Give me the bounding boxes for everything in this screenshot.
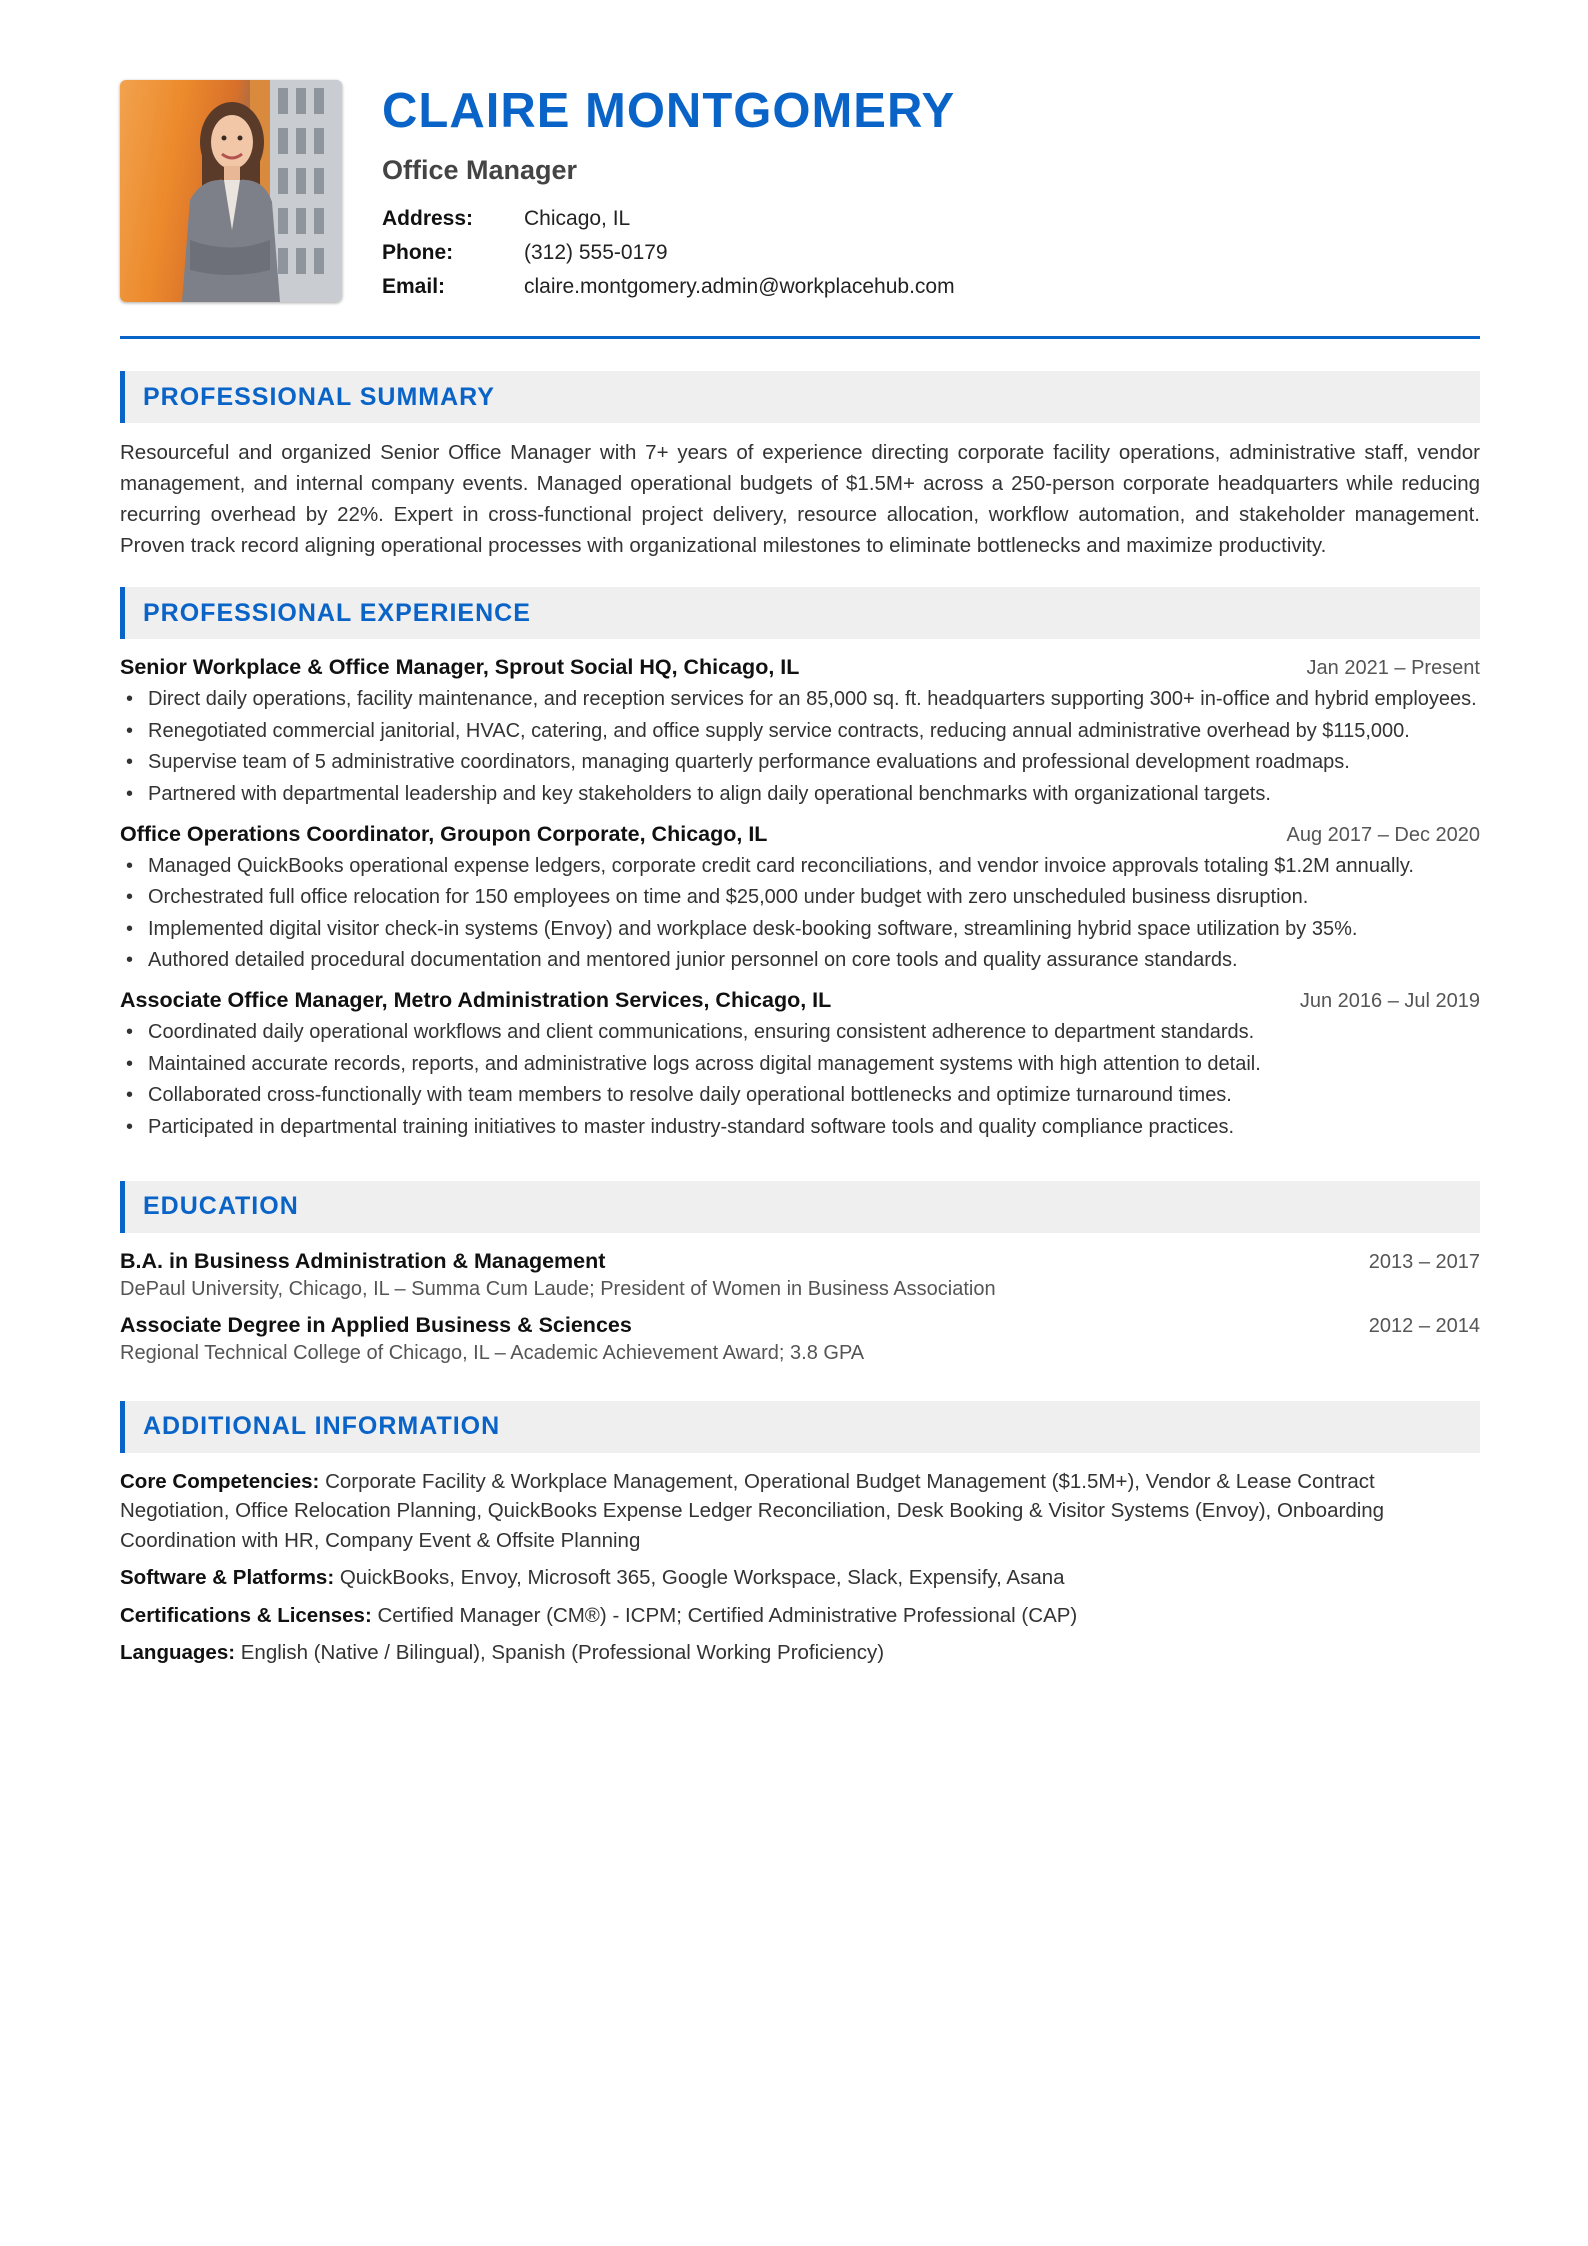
education-dates: 2012 – 2014 (1368, 1314, 1480, 1337)
contact-email (382, 270, 955, 304)
education-details: Regional Technical College of Chicago, IL – Academic Achievement Award; 3.8 GPA (120, 1341, 865, 1364)
additional-value: QuickBooks, Envoy, Microsoft 365, Google Workspace, Slack, Expensify, Asana (339, 1566, 1065, 1589)
job-bullet: • Orchestrated full office relocation for 150 employees on time and $25,000 under budget with zero unscheduled business disruption. (120, 884, 1480, 911)
education-section (120, 1181, 1480, 1365)
education-entry (120, 1249, 1480, 1301)
header-divider (120, 336, 1480, 339)
section-header (120, 1401, 1480, 1453)
contact-label: Address: (382, 206, 474, 230)
experience-section (120, 587, 1480, 1141)
job-bullet: • Partnered with departmental leadership and key stakeholders to align daily operational benchmarks with organizational targets. (120, 781, 1480, 808)
candidate-role: Office Manager (382, 154, 578, 185)
education-dates: 2013 – 2017 (1368, 1250, 1480, 1273)
contact-label: Email: (382, 274, 446, 298)
contact-phone (382, 236, 955, 270)
contact-list (382, 202, 955, 304)
job-bullet: • Direct daily operations, facility maintenance, and reception services for an 85,000 sq. ft. headquarters supporting 300+ in-office and hybrid employees. (120, 686, 1480, 713)
job-bullet: • Implemented digital visitor check-in systems (Envoy) and workplace desk-booking software, streamlining hybrid space utilization by 35%. (120, 916, 1480, 943)
additional-row (120, 1563, 1480, 1593)
candidate-name: CLAIRE MONTGOMERY (382, 84, 956, 138)
job-bullets (120, 853, 1480, 975)
job-bullet: • Collaborated cross-functionally with team members to resolve daily operational bottlenecks and optimize turnaround times. (120, 1082, 1480, 1109)
additional-row (120, 1601, 1480, 1631)
job-dates: Jan 2021 – Present (1306, 657, 1480, 679)
additional-label: Languages: (120, 1641, 236, 1664)
job-entry (120, 655, 1480, 808)
additional-row (120, 1467, 1480, 1556)
job-bullet: • Coordinated daily operational workflows and client communications, ensuring consistent adherence to department standards. (120, 1019, 1480, 1046)
additional-value: Corporate Facility & Workplace Management, Operational Budget Management ($1.5M+), Vendor & Lease Contract Negotiation, Office Relocation Planning, QuickBooks Expense Ledger Reconciliation, Desk Booking & Visitor Systems (Envoy), Onboarding Coordination with HR, Company Event & Offsite Planning (120, 1469, 1385, 1552)
job-bullet: • Supervise team of 5 administrative coordinators, managing quarterly performance evaluations and professional development roadmaps. (120, 749, 1480, 776)
profile-photo-illustration (120, 80, 342, 302)
degree-title: B.A. in Business Administration & Management (120, 1248, 606, 1273)
job-title: Office Operations Coordinator, Groupon Corporate, Chicago, IL (120, 821, 768, 846)
resume-header (120, 80, 1480, 302)
job-title: Senior Workplace & Office Manager, Sprout Social HQ, Chicago, IL (120, 655, 800, 679)
additional-value: English (Native / Bilingual), Spanish (Professional Working Proficiency) (240, 1641, 885, 1664)
education-details: DePaul University, Chicago, IL – Summa Cum Laude; President of Women in Business Association (120, 1277, 996, 1300)
job-dates: Jun 2016 – Jul 2019 (1299, 990, 1480, 1012)
job-bullet: • Authored detailed procedural documentation and mentored junior personnel on core tools and quality assurance standards. (120, 947, 1480, 974)
degree-title: Associate Degree in Applied Business & Sciences (120, 1312, 632, 1337)
additional-label: Core Competencies: (120, 1469, 320, 1493)
job-dates: Aug 2017 – Dec 2020 (1286, 823, 1480, 846)
contact-value: (312) 555-0179 (524, 240, 668, 264)
contact-value: Chicago, IL (524, 206, 631, 230)
job-entry (120, 988, 1480, 1141)
job-bullets (120, 686, 1480, 808)
additional-section (120, 1401, 1480, 1668)
job-header (120, 655, 1480, 680)
job-bullet: • Renegotiated commercial janitorial, HVAC, catering, and office supply service contracts, reducing annual administrative overhead by $115,000. (120, 718, 1480, 745)
contact-value[interactable]: claire.montgomery.admin@workplacehub.com (524, 274, 955, 298)
section-header (120, 1181, 1480, 1233)
education-header (120, 1249, 1480, 1274)
job-bullets (120, 1019, 1480, 1141)
additional-label: Software & Platforms: (120, 1566, 335, 1589)
job-header (120, 988, 1480, 1013)
job-header (120, 822, 1480, 847)
section-header (120, 587, 1480, 639)
education-entry (120, 1313, 1480, 1365)
additional-label: Certifications & Licenses: (120, 1603, 372, 1627)
job-bullet: • Participated in departmental training initiatives to master industry-standard software tools and quality compliance practices. (120, 1114, 1480, 1141)
section-title: EDUCATION (143, 1192, 299, 1220)
contact-address (382, 202, 955, 236)
job-entry (120, 822, 1480, 975)
additional-row (120, 1638, 1480, 1668)
additional-list (120, 1467, 1480, 1668)
education-list (120, 1249, 1480, 1365)
header-info (382, 80, 955, 304)
section-title: PROFESSIONAL SUMMARY (143, 382, 495, 411)
section-title: ADDITIONAL INFORMATION (143, 1412, 501, 1440)
section-header (120, 371, 1480, 423)
section-title: PROFESSIONAL EXPERIENCE (143, 598, 531, 627)
additional-value: Certified Manager (CM®) - ICPM; Certified Administrative Professional (CAP) (377, 1603, 1078, 1627)
profile-photo (120, 80, 342, 302)
job-bullet: • Maintained accurate records, reports, and administrative logs across digital management systems with high attention to detail. (120, 1051, 1480, 1078)
education-header (120, 1313, 1480, 1338)
summary-section (120, 371, 1480, 561)
job-bullet: • Managed QuickBooks operational expense ledgers, corporate credit card reconciliations, and vendor invoice approvals totaling $1.2M annually. (120, 853, 1480, 880)
job-list (120, 655, 1480, 1141)
summary-text: Resourceful and organized Senior Office Manager with 7+ years of experience directing corporate facility operations, administrative staff, vendor management, and internal company events. Managed operational budgets of $1.5M+ across a 250-person corporate headquarters while reducing recurring overhead by 22%. Expert in cross-functional project delivery, resource allocation, workflow automation, and stakeholder management. Proven track record aligning operational processes with organizational milestones to eliminate bottlenecks and maximize productivity. (120, 441, 1480, 557)
contact-label: Phone: (382, 240, 454, 264)
job-title: Associate Office Manager, Metro Administration Services, Chicago, IL (120, 988, 832, 1012)
